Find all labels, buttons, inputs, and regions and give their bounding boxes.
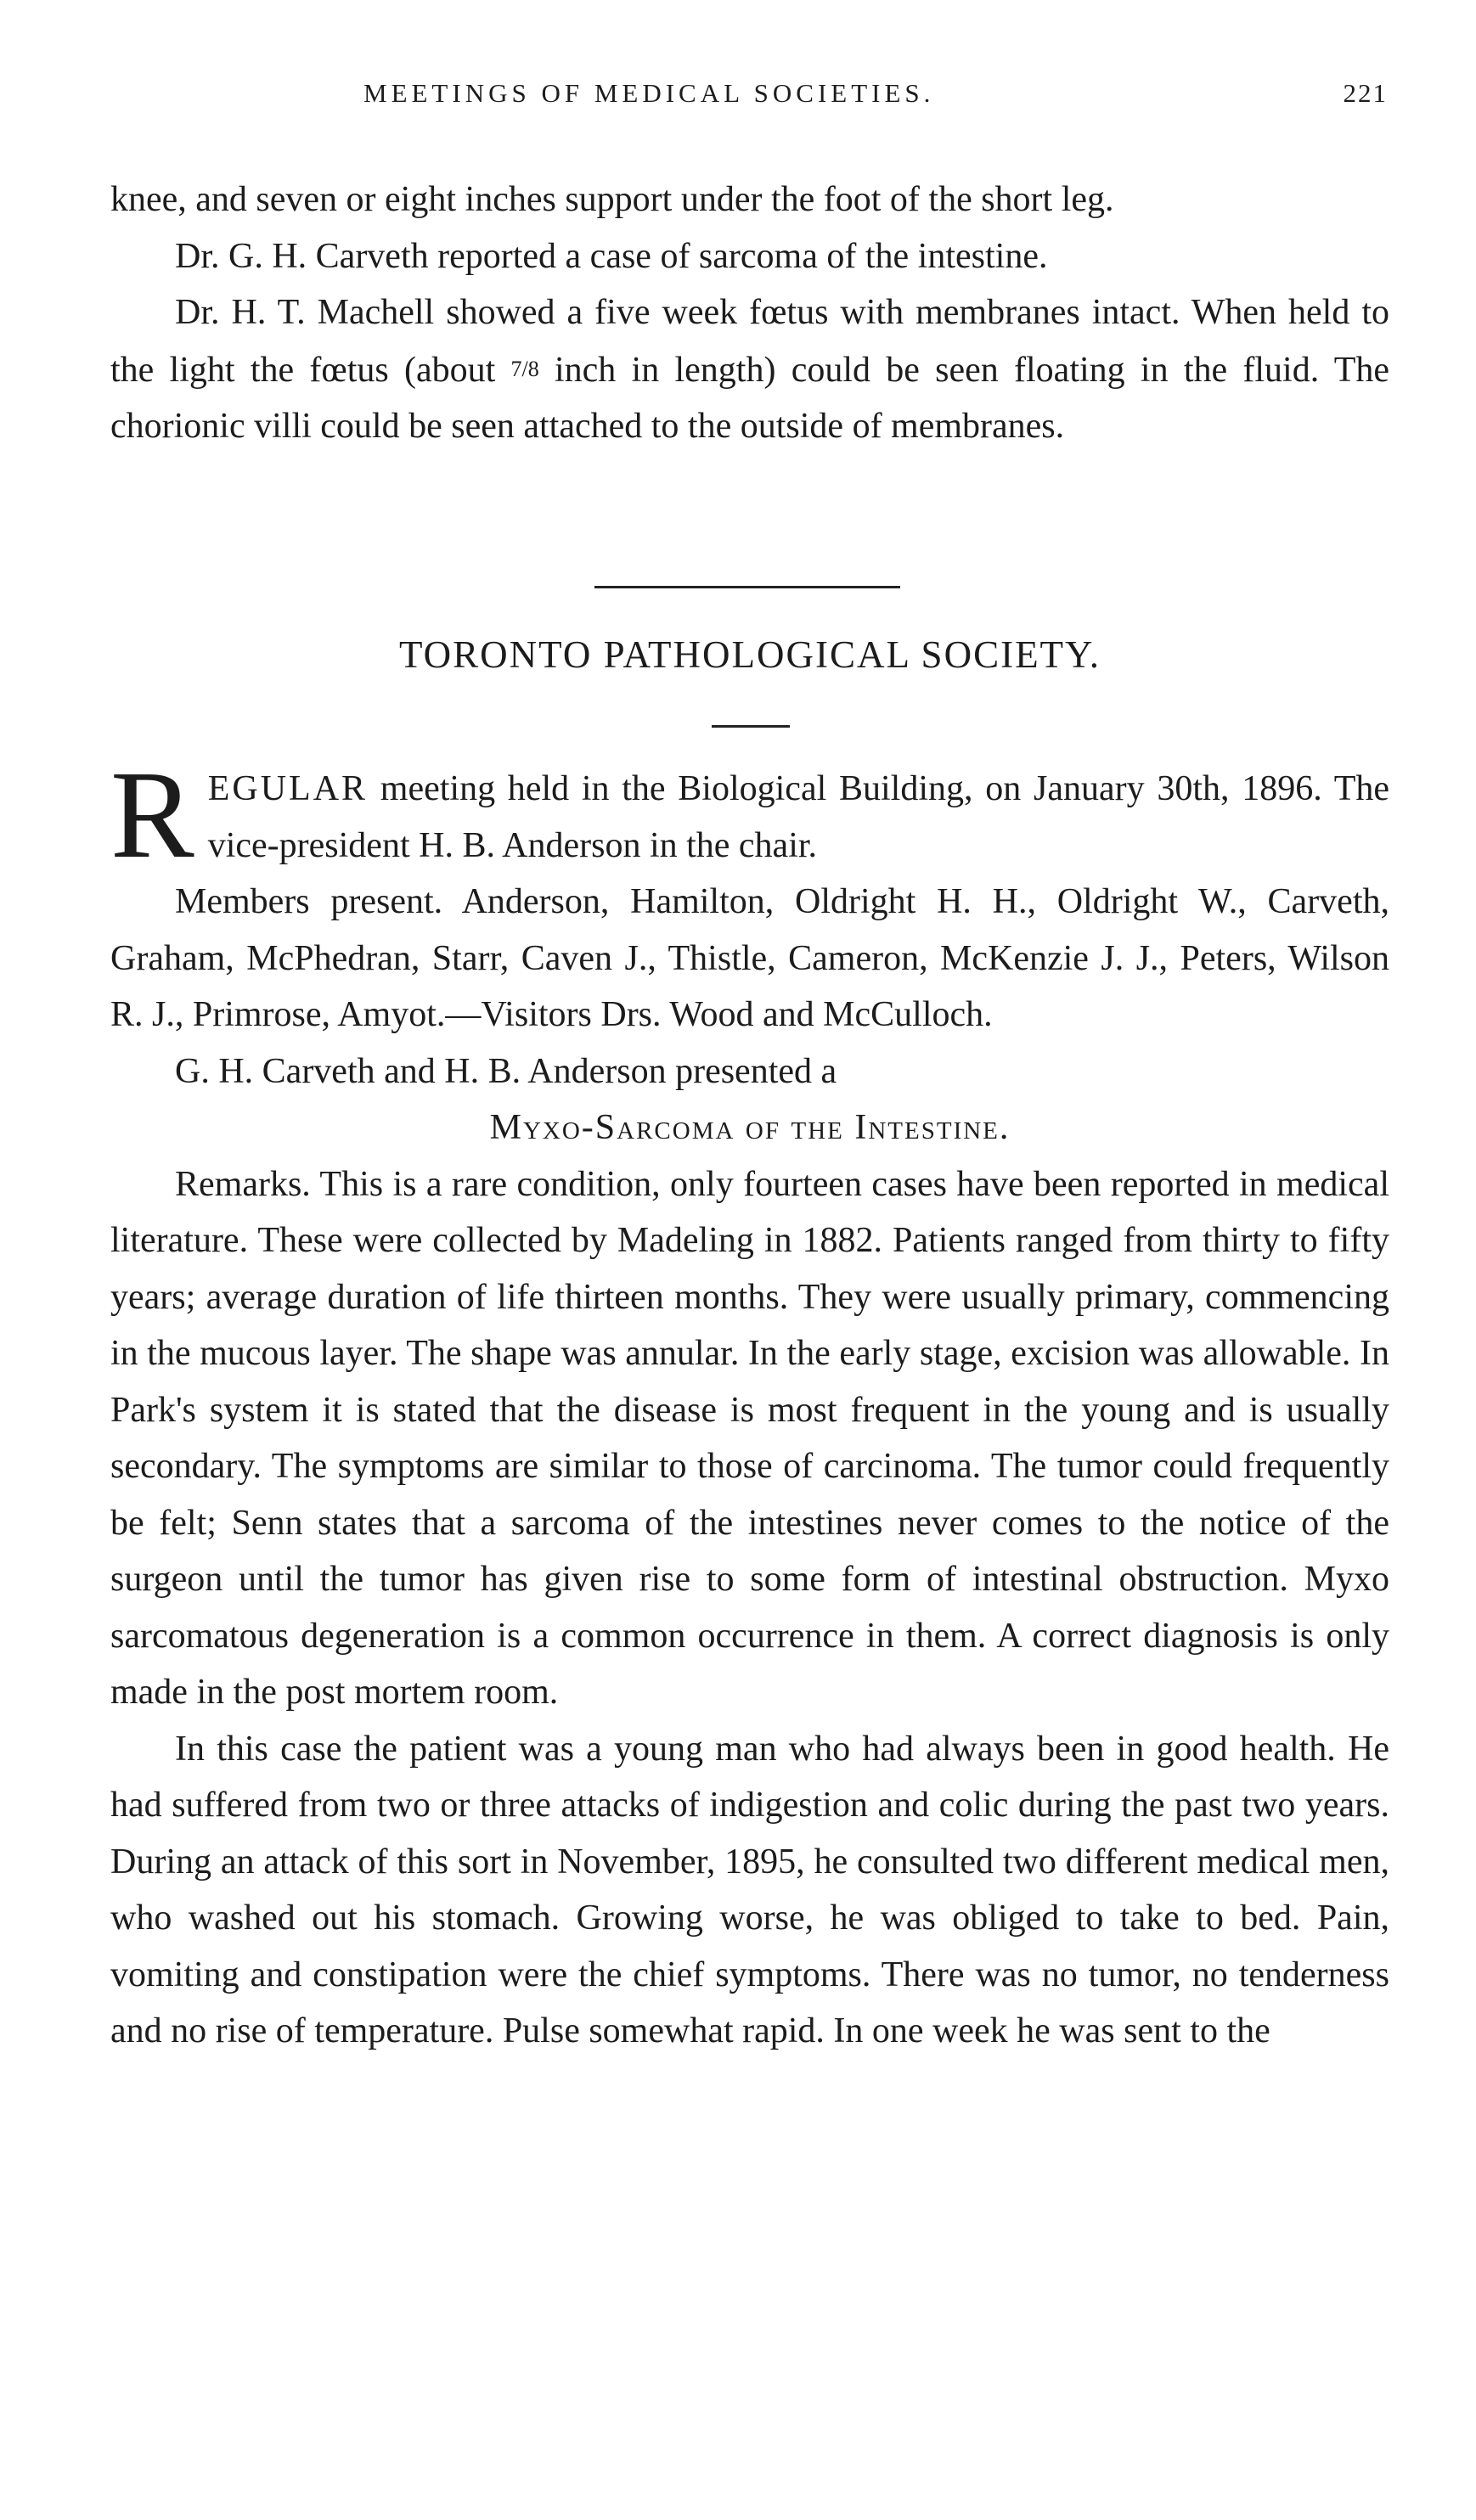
paper-title: Myxo-Sarcoma of the Intestine.: [489, 1108, 1011, 1147]
presented-paragraph: G. H. Carveth and H. B. Anderson presented a: [175, 1051, 837, 1091]
running-title: MEETINGS OF MEDICAL SOCIETIES.: [363, 78, 935, 108]
paragraph-continued: knee, and seven or eight inches support under the foot of the short leg.: [110, 180, 1114, 219]
lead-word: EGULAR: [207, 769, 369, 808]
heading-rule: [712, 725, 790, 728]
members-paragraph: Members present. Anderson, Hamilton, Oldright H. H., Oldright W., Carveth, Graham, McPhedran, Starr, Caven J., Thistle, Cameron, McKenzie J. J., Peters, Wilson R. J., Primrose, Amyot.—Visitors Drs. Wood and McCulloch.: [110, 882, 1389, 1034]
society-heading: TORONTO PATHOLOGICAL SOCIETY.: [399, 633, 1101, 676]
page-number: 221: [1343, 78, 1388, 108]
fraction-seven-eighths: 7/8: [510, 356, 539, 381]
paragraph-machell-foetus: [110, 284, 1389, 455]
meeting-intro-text: meeting held in the Biological Building, on January 30th, 1896. The vice-president H. B. Anderson in the chair.: [207, 769, 1389, 865]
page-header: [110, 78, 1393, 119]
case-paragraph: In this case the patient was a young man who had always been in good health. He had suffered from two or three attacks of indigestion and colic during the past two years. During an attack of this sort in November, 1895, he consulted two different medical men, who washed out his stomach. Growing worse, he was obliged to take to bed. Pain, vomiting and constipation were the chief symptoms. There was no tumor, no tenderness and no rise of temperature. Pulse somewhat rapid. In one week he was sent to the: [110, 1729, 1389, 2050]
society-section: [110, 745, 1389, 2060]
paragraph-carveth-report: Dr. G. H. Carveth reported a case of sarcoma of the intestine.: [175, 236, 1048, 276]
drop-cap-letter: R: [110, 745, 194, 885]
meeting-intro-paragraph: [110, 745, 1389, 885]
foetus-text-after: inch in length) could be seen floating in the fluid. The chorionic villi could be seen attached to the outside of membranes.: [110, 350, 1389, 446]
remarks-paragraph: Remarks. This is a rare condition, only fourteen cases have been reported in medical literature. These were collected by Madeling in 1882. Patients ranged from thirty to fifty years; average duration of life thirteen months. They were usually primary, commencing in the mucous layer. The shape was annular. In the early stage, excision was allowable. In Park's system it is stated that the disease is most frequent in the young and is usually secondary. The symptoms are similar to those of carcinoma. The tumor could frequently be felt; Senn states that a sarcoma of the intestines never comes to the notice of the surgeon until the tumor has given rise to some form of intestinal obstruction. Myxo sarcomatous degeneration is a common occurrence in them. A correct diagnosis is only made in the post mortem room.: [110, 1164, 1389, 1712]
foetus-text-before: Dr. H. T. Machell showed a five week fœtus with membranes intact. When held to the light the fœtus (about: [110, 293, 1389, 390]
section-divider: [594, 586, 900, 588]
previous-report-section: [110, 172, 1389, 455]
